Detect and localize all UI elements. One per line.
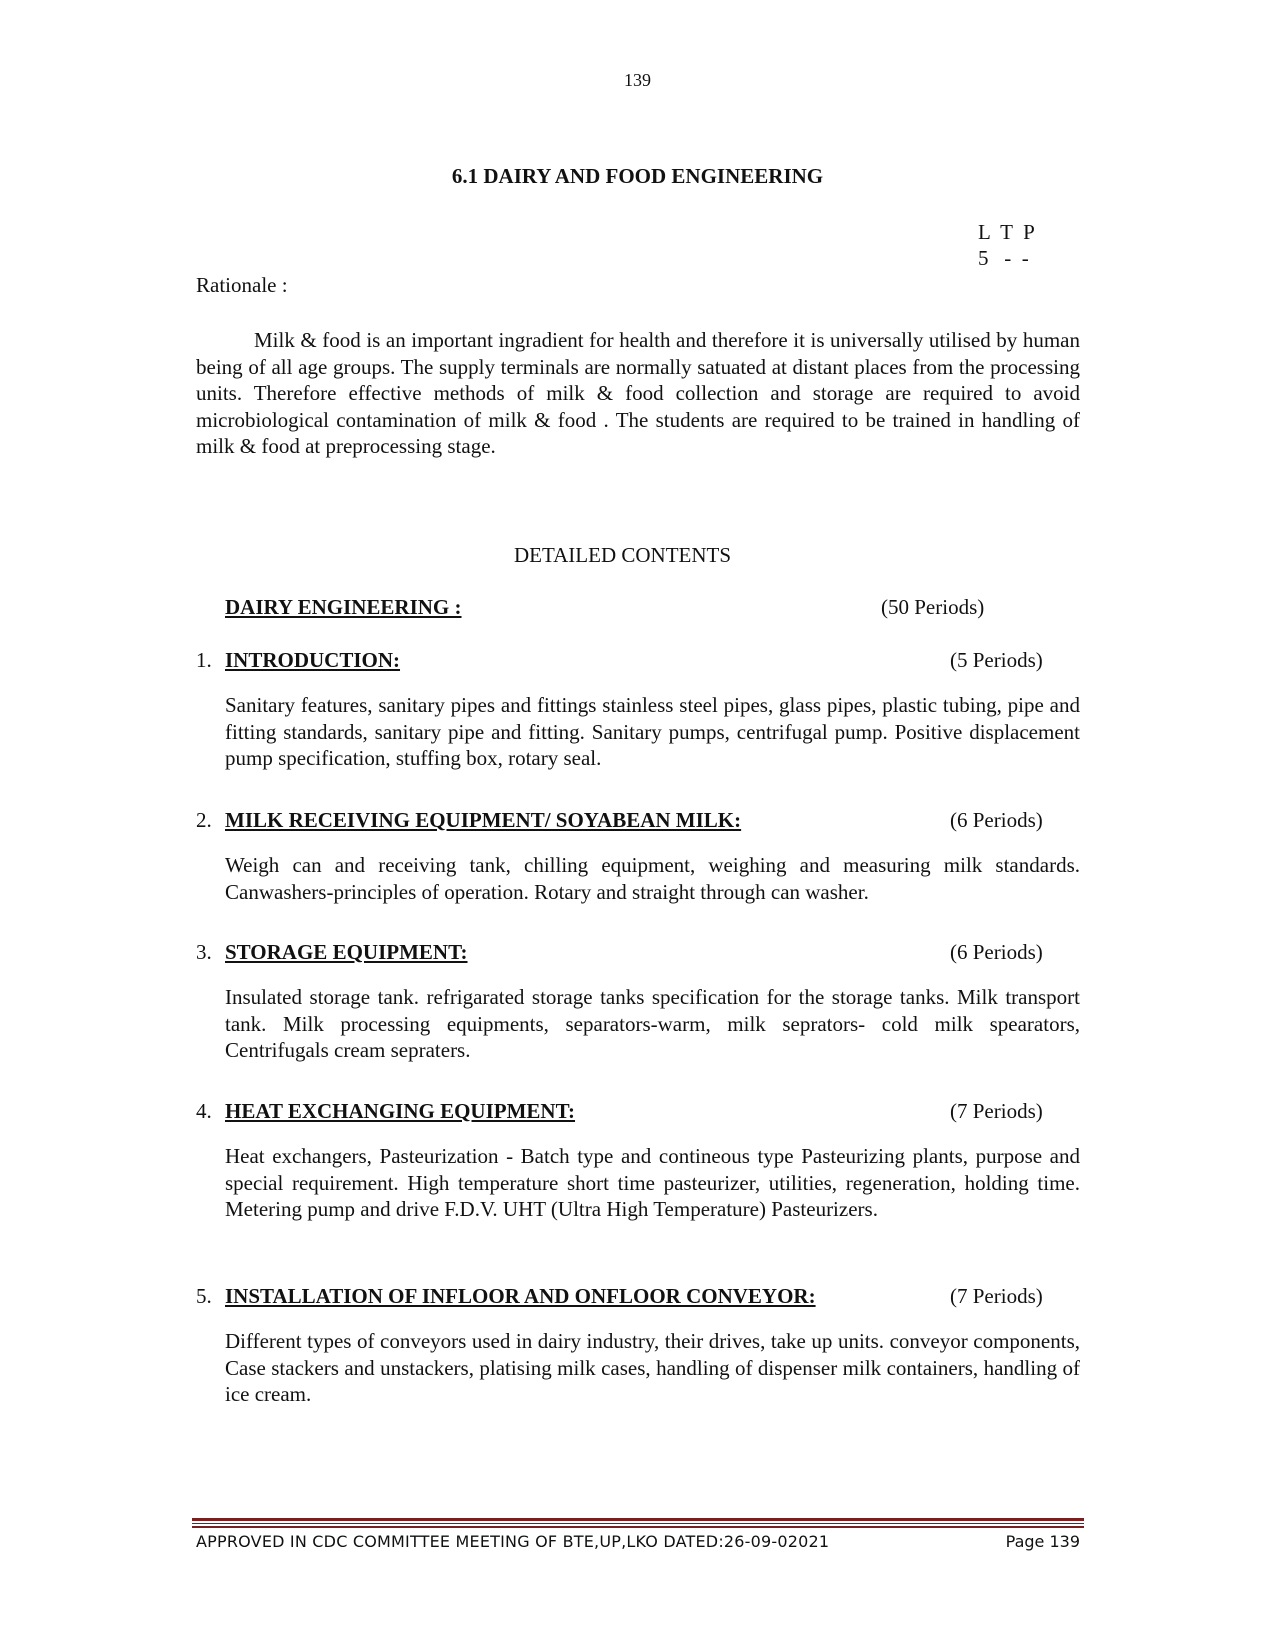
rationale-text: Milk & food is an important ingradient for health and therefore it is universally utilised by human being of all age groups. The supply terminals are normally satuated at distant places from the processing units. Therefore effective methods of milk & food collection and storage are required to avoid microbiological contamination of milk & food . The students are required to be trained in handling of milk & food at preprocessing stage. (196, 328, 1080, 458)
unit-heading: STORAGE EQUIPMENT: (225, 940, 468, 964)
unit-text: Heat exchangers, Pasteurization - Batch type and contineous type Pasteurizing plants, purpose and special requirement. High temperature short time pasteurizer, utilities, regeneration, holding time. Metering pump and drive F.D.V. UHT (Ultra High Temperature) Pasteurizers. (225, 1144, 1080, 1221)
unit-heading: HEAT EXCHANGING EQUIPMENT: (225, 1099, 576, 1123)
unit-periods: (5 Periods) (950, 648, 1043, 672)
footer-approval-text: APPROVED IN CDC COMMITTEE MEETING OF BTE,UP,LKO DATED:26-09-02021 (196, 1532, 830, 1551)
ltp-block (978, 219, 1035, 271)
unit-heading: MILK RECEIVING EQUIPMENT/ SOYABEAN MILK: (225, 808, 742, 832)
page-title: 6.1 DAIRY AND FOOD ENGINEERING (451, 164, 824, 188)
detailed-contents-heading: DETAILED CONTENTS (514, 543, 732, 567)
unit-number: 4. (196, 1099, 212, 1123)
unit-number: 3. (196, 940, 212, 964)
unit-periods: (6 Periods) (950, 940, 1043, 964)
footer-page-label: Page 139 (1005, 1532, 1080, 1551)
unit-number: 5. (196, 1284, 212, 1308)
section-heading: DAIRY ENGINEERING : (225, 595, 462, 619)
section-periods: (50 Periods) (881, 595, 985, 619)
ltp-header: L T P (978, 220, 1035, 244)
unit-heading: INSTALLATION OF INFLOOR AND ONFLOOR CONVEYOR: (225, 1284, 816, 1308)
unit-text: Insulated storage tank. refrigarated storage tanks specification for the storage tanks. Milk transport tank. Milk processing equipments, separators-warm, milk seprators- cold milk spearators, Centrifugals cream sepraters. (225, 985, 1080, 1062)
rationale-label: Rationale : (196, 273, 288, 297)
unit-text: Weigh can and receiving tank, chilling equipment, weighing and measuring milk standards. Canwashers-principles of operation. Rotary and straight through can washer. (225, 853, 1080, 904)
ltp-values: 5 - - (978, 246, 1029, 270)
unit-heading: INTRODUCTION: (225, 648, 401, 672)
unit-periods: (6 Periods) (950, 808, 1043, 832)
footer-rule (192, 1518, 1084, 1524)
unit-number: 2. (196, 808, 212, 832)
unit-periods: (7 Periods) (950, 1284, 1043, 1308)
unit-text: Sanitary features, sanitary pipes and fittings stainless steel pipes, glass pipes, plastic tubing, pipe and fitting standards, sanitary pipe and fitting. Sanitary pumps, centrifugal pump. Positive displacement pump specification, stuffing box, rotary seal. (225, 693, 1080, 770)
unit-periods: (7 Periods) (950, 1099, 1043, 1123)
page-number: 139 (624, 70, 651, 90)
unit-number: 1. (196, 648, 212, 672)
unit-text: Different types of conveyors used in dairy industry, their drives, take up units. conveyor components, Case stackers and unstackers, platising milk cases, handling of dispenser milk containers, handling of ice cream. (225, 1329, 1080, 1406)
footer-rule-lower (192, 1526, 1084, 1528)
